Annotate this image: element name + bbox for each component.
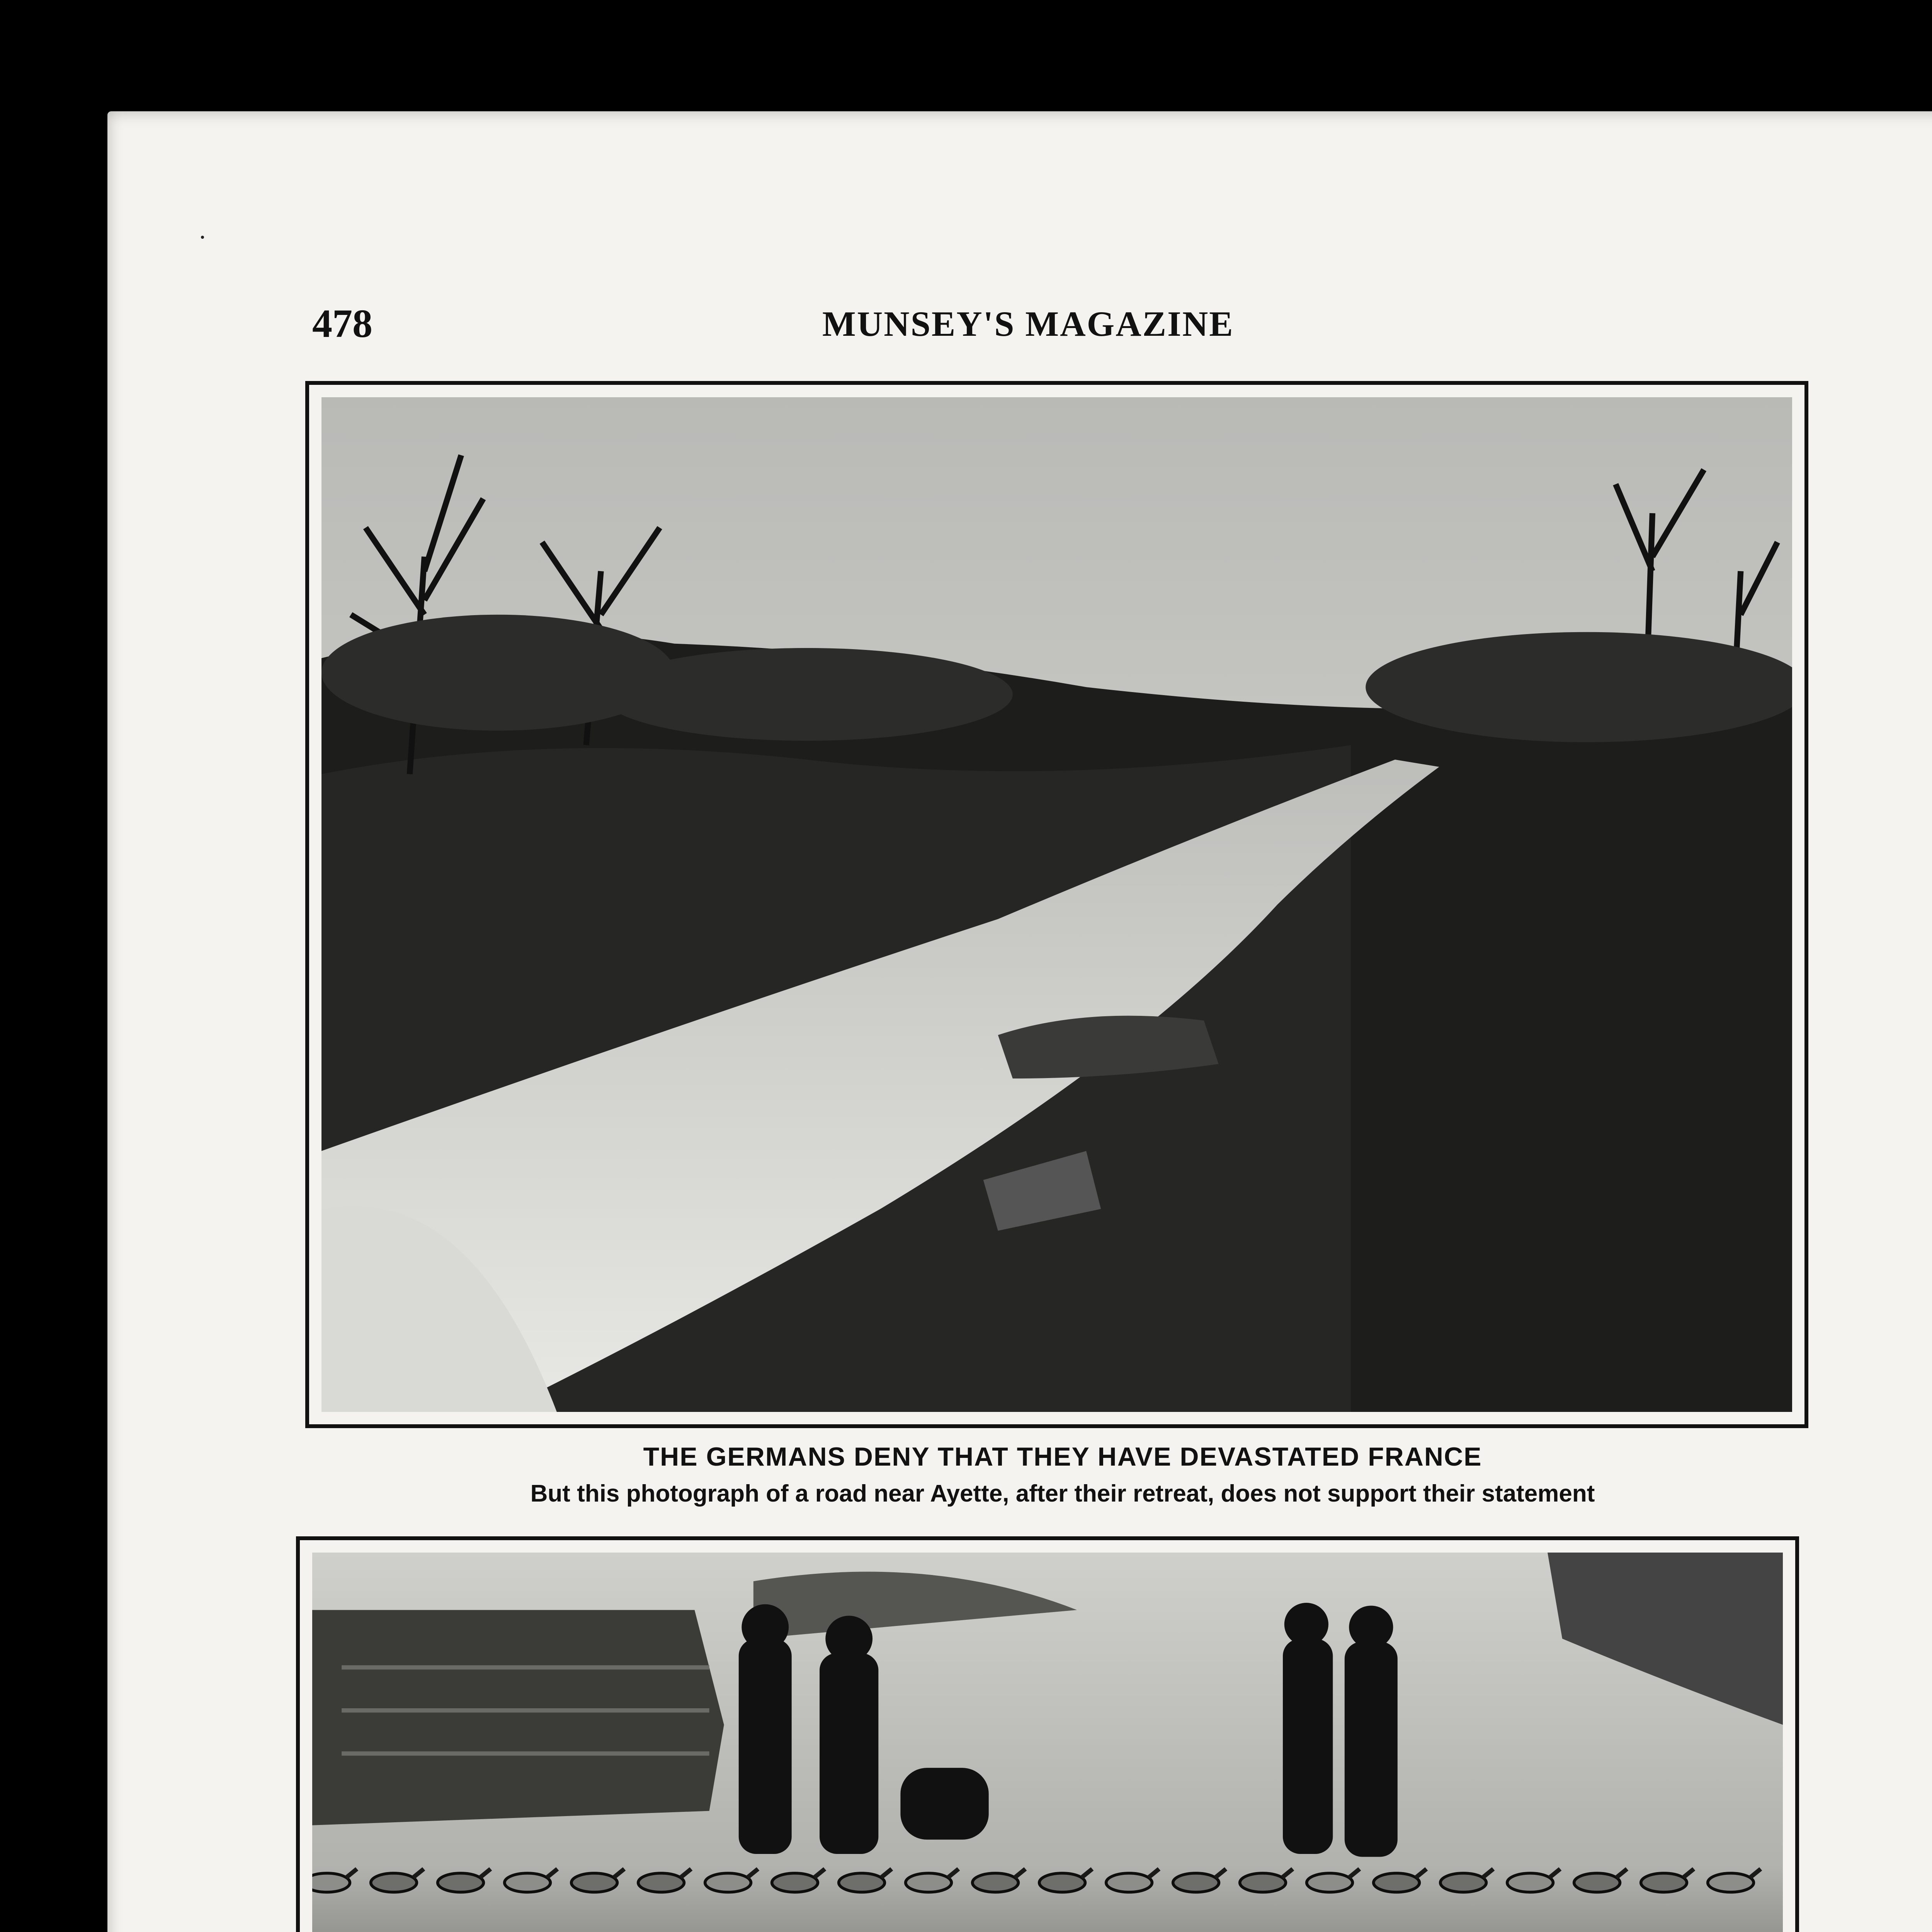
bomb-shape [839, 1873, 885, 1892]
bomb-shape [571, 1873, 617, 1892]
bombs-photo-illustration [312, 1553, 1783, 1932]
bomb-shape [772, 1873, 818, 1892]
caption-road-title: THE GERMANS DENY THAT THEY HAVE DEVASTATED FRANCE [643, 1442, 1482, 1471]
road-photo-illustration [321, 397, 1792, 1412]
bomb-shape [371, 1873, 417, 1892]
bomb-shape [1039, 1873, 1085, 1892]
bomb-shape [1507, 1873, 1553, 1892]
bomb-shape [1173, 1873, 1219, 1892]
photo-frame-bombs [296, 1536, 1799, 1932]
bomb-shape [638, 1873, 684, 1892]
photo-frame-road [305, 381, 1808, 1428]
print-speck [201, 236, 204, 239]
bomb-shape [1574, 1873, 1620, 1892]
bomb-shape [1106, 1873, 1152, 1892]
page-header [312, 297, 1294, 351]
caption-road [232, 1438, 1893, 1512]
bomb-shape [1307, 1873, 1353, 1892]
caption-road-text: But this photograph of a road near Ayette, after their retreat, does not support their statement [530, 1480, 1595, 1507]
bomb-shape [705, 1873, 751, 1892]
road-photograph [321, 397, 1792, 1412]
bomb-shape [1440, 1873, 1486, 1892]
page-number: 478 [312, 301, 372, 346]
bomb-shape [312, 1873, 350, 1892]
bomb-shape [973, 1873, 1019, 1892]
bombs-photograph [312, 1553, 1783, 1932]
bomb-shape [1240, 1873, 1286, 1892]
bomb-shape [906, 1873, 952, 1892]
bomb-shape [1374, 1873, 1420, 1892]
bomb-shape [505, 1873, 551, 1892]
bomb-shape [1641, 1873, 1687, 1892]
bomb-shape [438, 1873, 484, 1892]
running-head: MUNSEY'S MAGAZINE [822, 304, 1234, 344]
bomb-shape [1708, 1873, 1754, 1892]
